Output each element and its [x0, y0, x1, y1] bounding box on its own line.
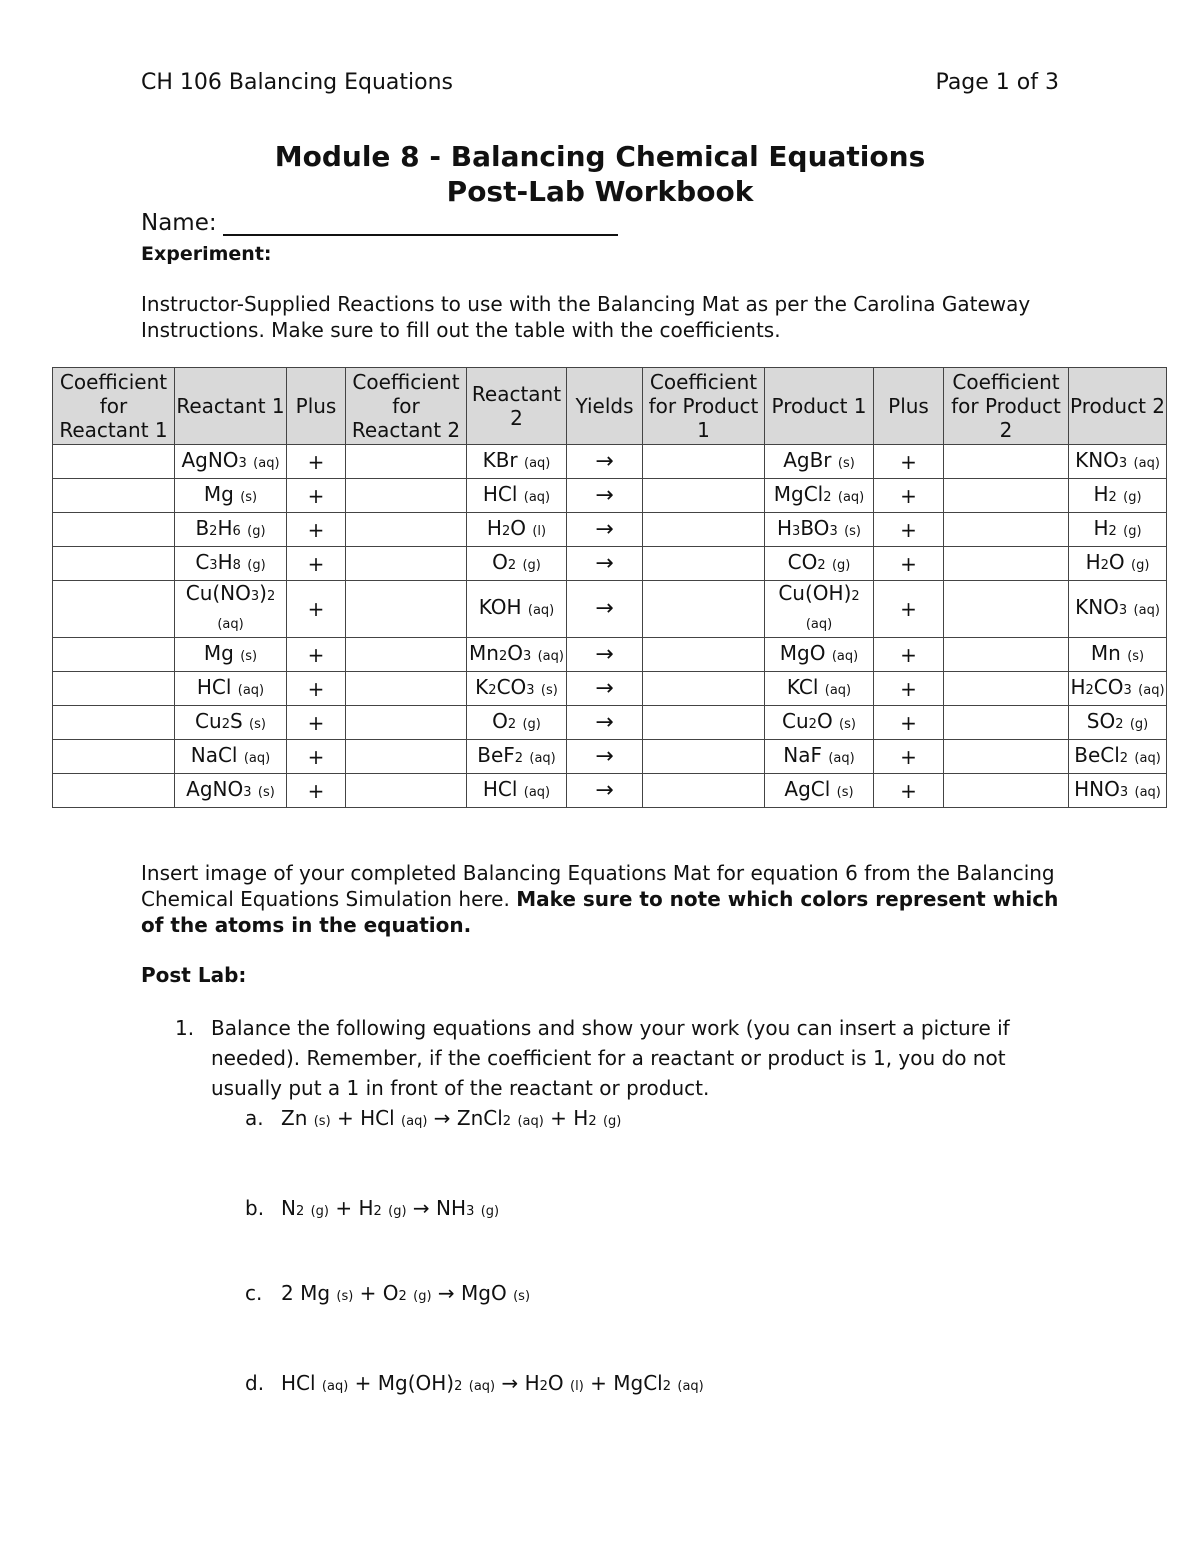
- coefficient-input-product-1[interactable]: [643, 547, 765, 581]
- table-row: [53, 774, 1167, 808]
- product-2-cell: Mn (s): [1069, 638, 1167, 672]
- equation-d: [245, 1371, 704, 1395]
- header-cell: Product 2: [1069, 368, 1167, 445]
- plus-cell: +: [287, 513, 346, 547]
- table-row: [53, 638, 1167, 672]
- coefficient-input-product-1[interactable]: [643, 581, 765, 638]
- coefficient-input-product-1[interactable]: [643, 706, 765, 740]
- coefficient-input-reactant-1[interactable]: [53, 706, 175, 740]
- reactant-2-cell: K2CO3 (s): [467, 672, 567, 706]
- reactant-1-cell: HCl (aq): [175, 672, 287, 706]
- reactant-1-cell: AgNO3 (s): [175, 774, 287, 808]
- table-row: [53, 706, 1167, 740]
- insert-text: Insert image of your completed Balancing Equations Mat for equation 6 from the Balancing Chemical Equations Simulation here.: [141, 861, 1055, 911]
- document-subtitle: Post-Lab Workbook: [446, 175, 754, 208]
- plus-cell: +: [287, 581, 346, 638]
- coefficient-input-product-2[interactable]: [944, 445, 1069, 479]
- name-label: Name:: [141, 210, 217, 236]
- table-header-row: [53, 368, 1167, 445]
- product-1-cell: NaF (aq): [765, 740, 874, 774]
- reactant-1-cell: Cu(NO3)2 (aq): [175, 581, 287, 638]
- product-2-cell: BeCl2 (aq): [1069, 740, 1167, 774]
- reactant-1-cell: Cu2S (s): [175, 706, 287, 740]
- coefficient-input-product-1[interactable]: [643, 513, 765, 547]
- yields-arrow-icon: →: [567, 672, 643, 706]
- reactant-2-cell: KBr (aq): [467, 445, 567, 479]
- product-1-cell: Cu2O (s): [765, 706, 874, 740]
- product-2-cell: H2 (g): [1069, 479, 1167, 513]
- plus-cell: +: [874, 774, 944, 808]
- product-2-cell: KNO3 (aq): [1069, 445, 1167, 479]
- plus-cell: +: [874, 513, 944, 547]
- coefficient-input-reactant-1[interactable]: [53, 774, 175, 808]
- table-row: [53, 740, 1167, 774]
- product-1-cell: AgBr (s): [765, 445, 874, 479]
- coefficient-input-product-2[interactable]: [944, 479, 1069, 513]
- product-2-cell: H2O (g): [1069, 547, 1167, 581]
- plus-cell: +: [874, 547, 944, 581]
- insert-instructions: [141, 860, 1071, 938]
- coefficient-input-reactant-1[interactable]: [53, 740, 175, 774]
- reactant-1-cell: Mg (s): [175, 479, 287, 513]
- question-text: Balance the following equations and show your work (you can insert a picture if needed). Remember, if the coefficient for a reactant or product is 1, you do not usually put a 1 in front of the reactant or product.: [211, 1016, 1010, 1100]
- header-cell: Coefficient for Reactant 1: [53, 368, 175, 445]
- header-cell: Product 1: [765, 368, 874, 445]
- table-row: [53, 479, 1167, 513]
- header-cell: Coefficient for Product 1: [643, 368, 765, 445]
- product-2-cell: SO2 (g): [1069, 706, 1167, 740]
- post-lab-heading: Post Lab:: [141, 963, 247, 987]
- coefficient-input-reactant-2[interactable]: [346, 672, 467, 706]
- coefficient-input-reactant-2[interactable]: [346, 774, 467, 808]
- reactant-2-cell: BeF2 (aq): [467, 740, 567, 774]
- table-row: [53, 547, 1167, 581]
- product-1-cell: Cu(OH)2 (aq): [765, 581, 874, 638]
- coefficient-input-reactant-1[interactable]: [53, 479, 175, 513]
- reactant-2-cell: Mn2O3 (aq): [467, 638, 567, 672]
- table-row: [53, 445, 1167, 479]
- header-cell: Reactant 1: [175, 368, 287, 445]
- coefficient-input-product-1[interactable]: [643, 479, 765, 513]
- reactant-2-cell: H2O (l): [467, 513, 567, 547]
- coefficient-input-product-1[interactable]: [643, 445, 765, 479]
- equation-text: HCl (aq) + Mg(OH)2 (aq) → H2O (l) + MgCl2 (aq): [281, 1371, 704, 1395]
- yields-arrow-icon: →: [567, 581, 643, 638]
- reactant-2-cell: HCl (aq): [467, 479, 567, 513]
- equation-text: N2 (g) + H2 (g) → NH3 (g): [281, 1196, 500, 1220]
- coefficient-input-reactant-2[interactable]: [346, 706, 467, 740]
- name-field[interactable]: [223, 210, 618, 236]
- coefficient-input-reactant-2[interactable]: [346, 513, 467, 547]
- plus-cell: +: [874, 581, 944, 638]
- reactant-2-cell: KOH (aq): [467, 581, 567, 638]
- coefficient-input-product-2[interactable]: [944, 547, 1069, 581]
- product-1-cell: MgO (aq): [765, 638, 874, 672]
- coefficient-input-product-2[interactable]: [944, 581, 1069, 638]
- coefficient-input-reactant-2[interactable]: [346, 479, 467, 513]
- yields-arrow-icon: →: [567, 774, 643, 808]
- header-cell: Plus: [287, 368, 346, 445]
- reactant-1-cell: AgNO3 (aq): [175, 445, 287, 479]
- plus-cell: +: [874, 740, 944, 774]
- product-1-cell: CO2 (g): [765, 547, 874, 581]
- equation-b: [245, 1196, 499, 1220]
- product-2-cell: KNO3 (aq): [1069, 581, 1167, 638]
- coefficient-input-reactant-1[interactable]: [53, 672, 175, 706]
- header-cell: Plus: [874, 368, 944, 445]
- yields-arrow-icon: →: [567, 740, 643, 774]
- equation-label: d.: [245, 1371, 265, 1395]
- coefficient-input-product-2[interactable]: [944, 513, 1069, 547]
- yields-arrow-icon: →: [567, 638, 643, 672]
- page-number: Page 1 of 3: [935, 70, 1059, 95]
- coefficient-input-product-1[interactable]: [643, 672, 765, 706]
- reactant-1-cell: B2H6 (g): [175, 513, 287, 547]
- plus-cell: +: [287, 774, 346, 808]
- coefficient-input-reactant-2[interactable]: [346, 581, 467, 638]
- equation-label: b.: [245, 1196, 265, 1220]
- header-cell: Yields: [567, 368, 643, 445]
- reactant-2-cell: O2 (g): [467, 547, 567, 581]
- reaction-table: [52, 367, 1167, 808]
- document-title: Module 8 - Balancing Chemical Equations: [274, 140, 926, 173]
- coefficient-input-product-1[interactable]: [643, 740, 765, 774]
- plus-cell: +: [874, 445, 944, 479]
- coefficient-input-reactant-1[interactable]: [53, 581, 175, 638]
- plus-cell: +: [874, 479, 944, 513]
- coefficient-input-product-2[interactable]: [944, 774, 1069, 808]
- header-cell: Coefficient for Product 2: [944, 368, 1069, 445]
- experiment-label: Experiment:: [141, 243, 272, 265]
- coefficient-input-product-2[interactable]: [944, 706, 1069, 740]
- yields-arrow-icon: →: [567, 706, 643, 740]
- coefficient-input-reactant-2[interactable]: [346, 445, 467, 479]
- table-row: [53, 513, 1167, 547]
- coefficient-input-reactant-1[interactable]: [53, 513, 175, 547]
- plus-cell: +: [287, 638, 346, 672]
- coefficient-input-product-2[interactable]: [944, 672, 1069, 706]
- reactant-1-cell: NaCl (aq): [175, 740, 287, 774]
- product-1-cell: MgCl2 (aq): [765, 479, 874, 513]
- equation-text: 2 Mg (s) + O2 (g) → MgO (s): [281, 1281, 531, 1305]
- coefficient-input-reactant-1[interactable]: [53, 547, 175, 581]
- equation-label: c.: [245, 1281, 263, 1305]
- coefficient-input-product-1[interactable]: [643, 638, 765, 672]
- insert-bold-text: Make sure to note which colors represent which of the atoms in the equation.: [141, 887, 1059, 937]
- coefficient-input-reactant-1[interactable]: [53, 445, 175, 479]
- coefficient-input-reactant-2[interactable]: [346, 740, 467, 774]
- course-title: CH 106 Balancing Equations: [141, 70, 453, 95]
- question-number: 1.: [175, 1016, 195, 1040]
- question-1: [175, 1013, 1065, 1103]
- equation-text: Zn (s) + HCl (aq) → ZnCl2 (aq) + H2 (g): [281, 1106, 622, 1130]
- product-1-cell: KCl (aq): [765, 672, 874, 706]
- header-cell: Reactant 2: [467, 368, 567, 445]
- yields-arrow-icon: →: [567, 513, 643, 547]
- product-1-cell: H3BO3 (s): [765, 513, 874, 547]
- table-body: [53, 445, 1167, 808]
- coefficient-input-product-2[interactable]: [944, 638, 1069, 672]
- coefficient-input-product-1[interactable]: [643, 774, 765, 808]
- product-1-cell: AgCl (s): [765, 774, 874, 808]
- header-cell: Coefficient for Reactant 2: [346, 368, 467, 445]
- product-2-cell: H2CO3 (aq): [1069, 672, 1167, 706]
- plus-cell: +: [874, 638, 944, 672]
- plus-cell: +: [287, 479, 346, 513]
- reactant-2-cell: HCl (aq): [467, 774, 567, 808]
- yields-arrow-icon: →: [567, 479, 643, 513]
- coefficient-input-reactant-1[interactable]: [53, 638, 175, 672]
- plus-cell: +: [874, 672, 944, 706]
- product-2-cell: HNO3 (aq): [1069, 774, 1167, 808]
- plus-cell: +: [287, 740, 346, 774]
- plus-cell: +: [287, 445, 346, 479]
- intro-text: Instructor-Supplied Reactions to use with the Balancing Mat as per the Carolina Gateway Instructions. Make sure to fill out the table with the coefficients.: [141, 292, 1031, 342]
- reactant-1-cell: Mg (s): [175, 638, 287, 672]
- table-row: [53, 672, 1167, 706]
- yields-arrow-icon: →: [567, 445, 643, 479]
- plus-cell: +: [287, 672, 346, 706]
- table-row: [53, 581, 1167, 638]
- equation-label: a.: [245, 1106, 264, 1130]
- coefficient-input-reactant-2[interactable]: [346, 547, 467, 581]
- reactant-1-cell: C3H8 (g): [175, 547, 287, 581]
- reactant-2-cell: O2 (g): [467, 706, 567, 740]
- coefficient-input-reactant-2[interactable]: [346, 638, 467, 672]
- plus-cell: +: [287, 706, 346, 740]
- name-row: [141, 210, 618, 236]
- equation-c: [245, 1281, 530, 1305]
- plus-cell: +: [287, 547, 346, 581]
- plus-cell: +: [874, 706, 944, 740]
- yields-arrow-icon: →: [567, 547, 643, 581]
- coefficient-input-product-2[interactable]: [944, 740, 1069, 774]
- equation-a: [245, 1106, 621, 1130]
- product-2-cell: H2 (g): [1069, 513, 1167, 547]
